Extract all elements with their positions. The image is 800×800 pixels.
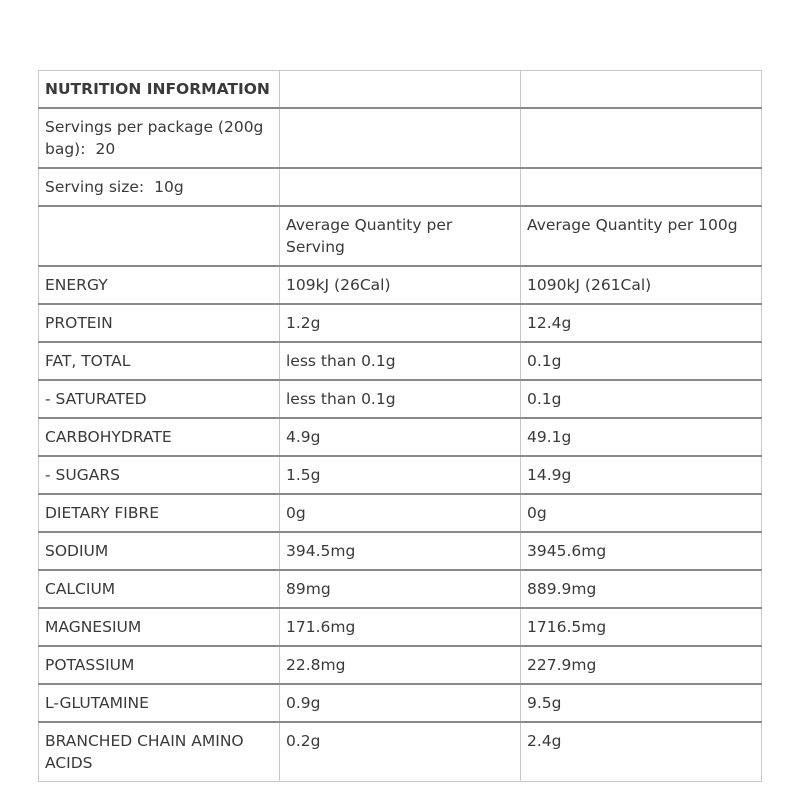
column-header-per-serving: Average Quantity per Serving — [280, 206, 521, 266]
empty-cell — [521, 71, 762, 109]
per-serving-value: less than 0.1g — [280, 342, 521, 380]
table-row — [39, 570, 762, 608]
per-serving-value: 394.5mg — [280, 532, 521, 570]
table-row — [39, 722, 762, 782]
per-serving-value: 109kJ (26Cal) — [280, 266, 521, 304]
per-serving-value: 22.8mg — [280, 646, 521, 684]
table-row — [39, 608, 762, 646]
table-row — [39, 456, 762, 494]
nutrient-name: CALCIUM — [39, 570, 280, 608]
column-header-row — [39, 206, 762, 266]
column-header-per-100g: Average Quantity per 100g — [521, 206, 762, 266]
serving-size-row — [39, 168, 762, 206]
per-100g-value: 227.9mg — [521, 646, 762, 684]
empty-cell — [280, 168, 521, 206]
nutrient-name: SODIUM — [39, 532, 280, 570]
title-row — [39, 71, 762, 109]
nutrient-name: CARBOHYDRATE — [39, 418, 280, 456]
nutrient-name: FAT, TOTAL — [39, 342, 280, 380]
table-row — [39, 418, 762, 456]
per-serving-value: 0g — [280, 494, 521, 532]
table-row — [39, 532, 762, 570]
nutrient-name: - SATURATED — [39, 380, 280, 418]
per-serving-value: 1.5g — [280, 456, 521, 494]
per-100g-value: 0.1g — [521, 342, 762, 380]
table-row — [39, 342, 762, 380]
nutrient-name: MAGNESIUM — [39, 608, 280, 646]
nutrient-name: PROTEIN — [39, 304, 280, 342]
nutrient-name: - SUGARS — [39, 456, 280, 494]
serving-size-cell — [39, 168, 280, 206]
per-serving-value: 171.6mg — [280, 608, 521, 646]
per-serving-value: 89mg — [280, 570, 521, 608]
serving-size-label: Serving size: — [45, 178, 145, 196]
table-row — [39, 684, 762, 722]
per-100g-value: 0g — [521, 494, 762, 532]
per-serving-value: 4.9g — [280, 418, 521, 456]
per-100g-value: 49.1g — [521, 418, 762, 456]
empty-cell — [39, 206, 280, 266]
empty-cell — [521, 168, 762, 206]
per-100g-value: 1716.5mg — [521, 608, 762, 646]
table-row — [39, 494, 762, 532]
per-serving-value: 1.2g — [280, 304, 521, 342]
per-serving-value: 0.2g — [280, 722, 521, 782]
table-row — [39, 304, 762, 342]
per-100g-value: 3945.6mg — [521, 532, 762, 570]
per-100g-value: 0.1g — [521, 380, 762, 418]
table-row — [39, 380, 762, 418]
empty-cell — [521, 108, 762, 168]
serving-size-value: 10g — [154, 178, 184, 196]
servings-label: Servings per package (200g bag): — [45, 118, 264, 158]
servings-row — [39, 108, 762, 168]
per-serving-value: 0.9g — [280, 684, 521, 722]
nutrient-name: ENERGY — [39, 266, 280, 304]
servings-cell — [39, 108, 280, 168]
per-100g-value: 14.9g — [521, 456, 762, 494]
per-100g-value: 1090kJ (261Cal) — [521, 266, 762, 304]
nutrient-name: DIETARY FIBRE — [39, 494, 280, 532]
empty-cell — [280, 108, 521, 168]
table-row — [39, 646, 762, 684]
nutrient-name: POTASSIUM — [39, 646, 280, 684]
per-serving-value: less than 0.1g — [280, 380, 521, 418]
table-title: NUTRITION INFORMATION — [39, 71, 280, 109]
per-100g-value: 889.9mg — [521, 570, 762, 608]
per-100g-value: 2.4g — [521, 722, 762, 782]
table-row — [39, 266, 762, 304]
nutrient-name: L-GLUTAMINE — [39, 684, 280, 722]
nutrition-table — [38, 70, 762, 782]
servings-value: 20 — [95, 140, 116, 158]
per-100g-value: 9.5g — [521, 684, 762, 722]
per-100g-value: 12.4g — [521, 304, 762, 342]
nutrient-name: BRANCHED CHAIN AMINO ACIDS — [39, 722, 280, 782]
empty-cell — [280, 71, 521, 109]
